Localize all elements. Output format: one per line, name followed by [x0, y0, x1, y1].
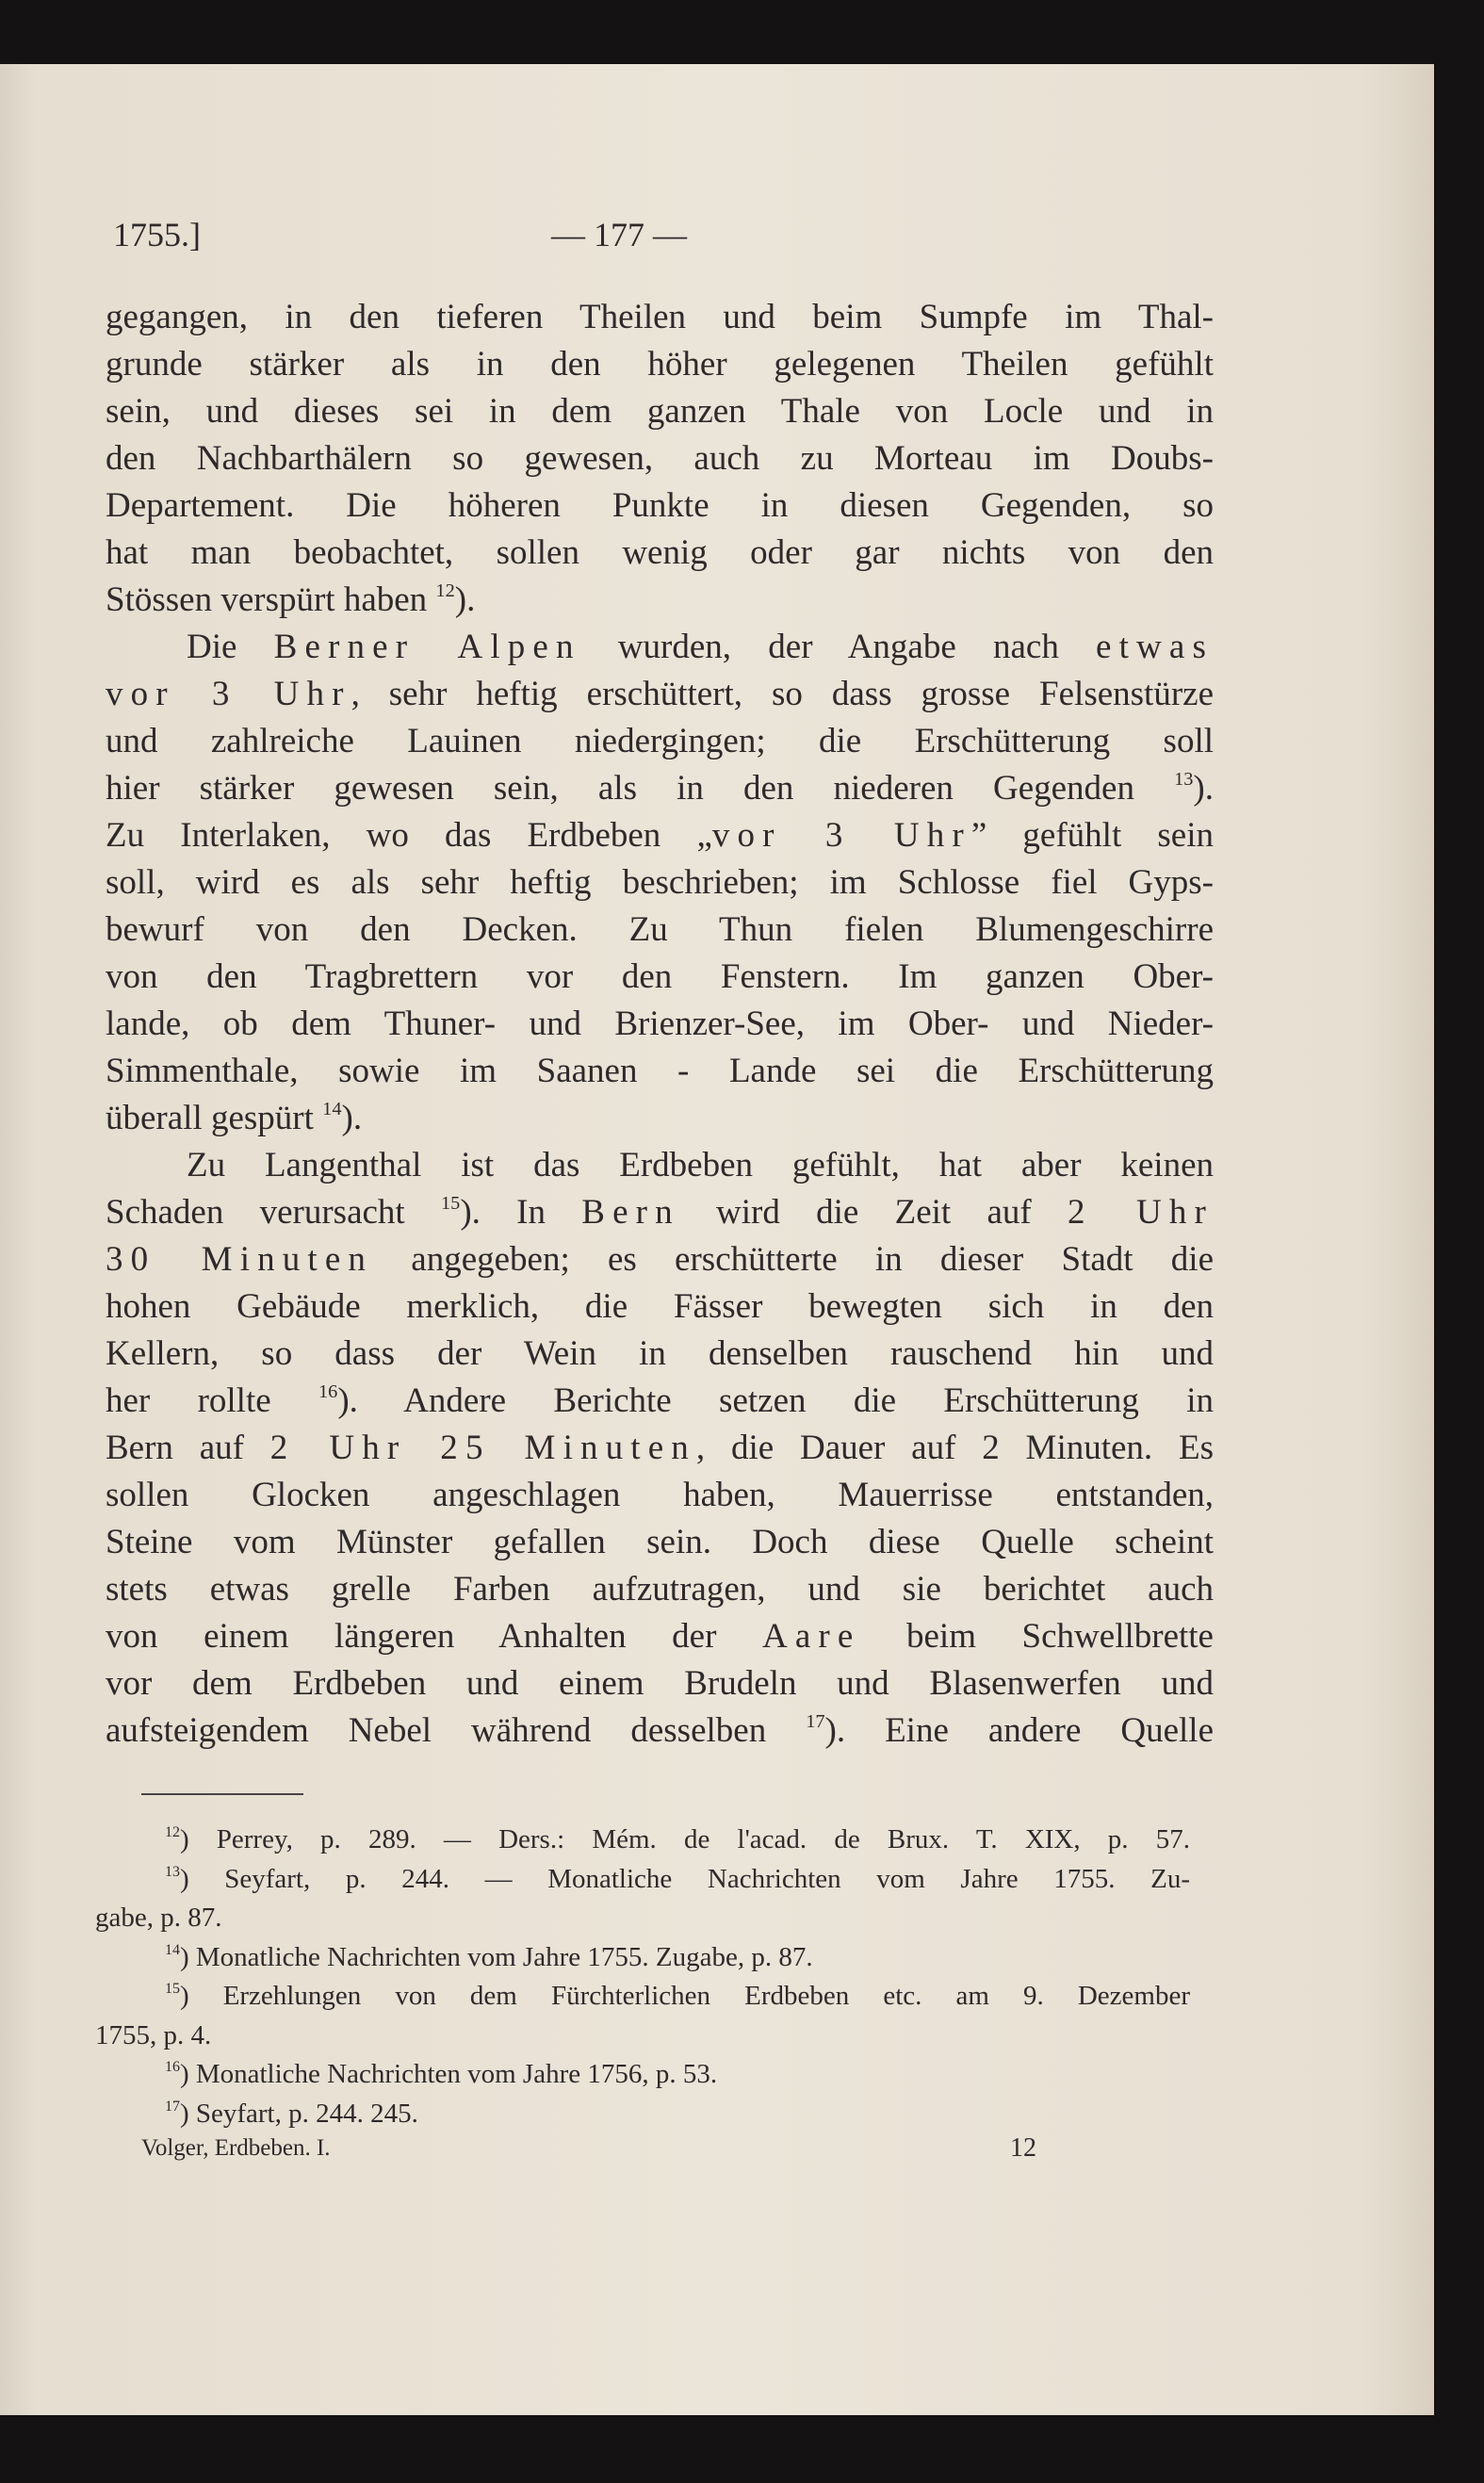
footnote-ref: 12: [435, 580, 455, 601]
spaced-emphasis: vor 3 Uhr: [106, 675, 351, 713]
text-run: , sehr heftig erschüttert, so dass grosse Felsenstürze: [351, 675, 1215, 713]
text-run: aufsteigendem Nebel während desselben: [106, 1711, 807, 1750]
text-run: gegangen, in den tieferen Theilen und beim Sumpfe im Thal-: [106, 298, 1214, 336]
footnote-ref: 15: [165, 1981, 180, 1998]
text-run: her rollte: [106, 1381, 318, 1420]
spaced-emphasis: 2 Uhr: [1067, 1193, 1214, 1232]
text-run: Zu Langenthal ist das Erdbeben gefühlt, hat aber keinen: [187, 1146, 1214, 1184]
spaced-emphasis: etwas: [1096, 628, 1214, 666]
text-line: [106, 1283, 1214, 1331]
text-run: von den Tragbrettern vor den Fenstern. Im ganzen Ober-: [106, 957, 1214, 996]
text-run: Zu Interlaken, wo das Erdbeben „: [106, 816, 712, 855]
running-head-year: 1755.]: [113, 216, 201, 253]
footnote-ref: 17: [165, 2098, 180, 2115]
text-run: Departement. Die höheren Punkte in diesen Gegenden, so: [106, 486, 1214, 525]
text-run: ) Monatliche Nachrichten vom Jahre 1755. Zugabe, p. 87.: [179, 1941, 813, 1972]
text-run: überall gespürt: [106, 1099, 323, 1137]
footnote-ref: 15: [440, 1192, 461, 1214]
text-run: grunde stärker als in den höher gelegenen Theilen gefühlt: [106, 345, 1214, 384]
text-run: wurden, der Angabe nach: [580, 628, 1097, 666]
text-run: Bern auf: [106, 1429, 270, 1467]
text-line: [106, 765, 1214, 812]
text-line: [106, 1425, 1214, 1472]
footnote-ref: 17: [806, 1710, 825, 1732]
text-line: [106, 1378, 1214, 1425]
text-line: [106, 1048, 1214, 1095]
text-line: [106, 1142, 1214, 1189]
text-run: angegeben; es erschütterte in dieser Stadt die: [373, 1240, 1215, 1279]
text-line: [106, 1095, 1214, 1142]
footnote-line: [95, 1821, 1190, 1860]
footnote-line: [95, 1860, 1190, 1900]
text-run: Kellern, so dass der Wein in denselben rauschend hin und: [106, 1334, 1214, 1373]
text-line: [106, 718, 1214, 765]
text-run: ). Eine andere Quelle: [824, 1711, 1215, 1750]
text-run: Steine vom Münster gefallen sein. Doch diese Quelle scheint: [106, 1523, 1214, 1561]
text-run: wird die Zeit auf: [679, 1193, 1068, 1232]
text-run: beim Schwellbrette: [860, 1617, 1214, 1656]
text-run: sollen Glocken angeschlagen haben, Mauerrisse entstanden,: [106, 1476, 1214, 1514]
text-run: Stössen verspürt haben: [106, 580, 436, 619]
text-run: hohen Gebäude merklich, die Fässer bewegten sich in den: [106, 1287, 1214, 1326]
text-line: [106, 1472, 1214, 1519]
text-line: [106, 294, 1214, 341]
text-run: ) Seyfart, p. 244. — Monatliche Nachrichten vom Jahre 1755. Zu-: [179, 1863, 1190, 1894]
footnotes: [95, 1821, 1190, 2133]
spaced-emphasis: vor 3 Uhr: [711, 816, 971, 855]
text-run: 1755, p. 4.: [95, 2019, 212, 2050]
text-line: [106, 1613, 1214, 1660]
footnote-ref: 16: [165, 2059, 180, 2076]
text-line: [106, 859, 1214, 907]
footnote-line: [95, 1899, 1190, 1938]
text-run: sein, und dieses sei in dem ganzen Thale von Locle und in: [106, 392, 1214, 431]
text-run: von einem längeren Anhalten der: [106, 1617, 762, 1656]
text-run: Simmenthale, sowie im Saanen - Lande sei die Erschütterung: [106, 1052, 1214, 1090]
text-line: [106, 1236, 1214, 1283]
text-line: [106, 482, 1214, 530]
signature-line: Volger, Erdbeben. I.: [141, 2135, 331, 2161]
text-line: [106, 1001, 1214, 1048]
text-run: hat man beobachtet, sollen wenig oder gar nichts von den: [106, 533, 1214, 572]
text-line: [106, 1566, 1214, 1613]
text-run: ).: [1193, 769, 1214, 808]
text-line: [106, 812, 1214, 859]
text-run: Die: [187, 628, 274, 666]
text-run: ” gefühlt sein: [970, 816, 1215, 855]
text-run: stets etwas grelle Farben aufzutragen, und sie berichtet auch: [106, 1570, 1214, 1609]
footnote-ref: 14: [322, 1098, 342, 1119]
text-run: ) Erzehlungen von dem Fürchterlichen Erdbeben etc. am 9. Dezember: [179, 1981, 1190, 2011]
footnote-ref: 13: [165, 1863, 180, 1880]
text-line: [106, 530, 1214, 577]
body-text: [106, 294, 1214, 1755]
text-line: [106, 388, 1214, 435]
footnote-ref: 12: [165, 1824, 180, 1841]
text-run: und zahlreiche Lauinen niedergingen; die Erschütterung soll: [106, 722, 1214, 760]
text-run: bewurf von den Decken. Zu Thun fielen Blumengeschirre: [106, 910, 1214, 949]
footnote-rule: [141, 1793, 303, 1795]
text-run: vor dem Erdbeben und einem Brudeln und Blasenwerfen und: [106, 1664, 1214, 1703]
text-line: [106, 1660, 1214, 1707]
text-run: ). In: [460, 1193, 582, 1232]
text-line: [106, 671, 1214, 718]
page-number: — 177 —: [551, 216, 687, 253]
text-line: [106, 341, 1214, 388]
footnote-line: [95, 2055, 1190, 2095]
text-run: ).: [454, 580, 476, 619]
text-line: [106, 624, 1214, 671]
text-run: ) Seyfart, p. 244. 245.: [179, 2098, 418, 2129]
text-run: , die Dauer auf 2 Minuten. Es: [695, 1429, 1214, 1467]
text-run: ) Perrey, p. 289. — Ders.: Mém. de l'acad. de Brux. T. XIX, p. 57.: [179, 1824, 1190, 1854]
spaced-emphasis: Bern: [581, 1193, 680, 1232]
text-line: [106, 1519, 1214, 1566]
text-run: lande, ob dem Thuner- und Brienzer-See, im Ober- und Nieder-: [106, 1005, 1214, 1043]
footnote-line: [95, 2095, 1190, 2134]
footnote-line: [95, 1977, 1190, 2017]
text-line: [106, 1189, 1214, 1236]
text-line: [106, 435, 1214, 482]
text-run: gabe, p. 87.: [95, 1903, 222, 1933]
sheet-number: 12: [1010, 2133, 1036, 2163]
text-run: ).: [341, 1099, 363, 1137]
text-line: [106, 954, 1214, 1001]
text-run: ) Monatliche Nachrichten vom Jahre 1756, p. 53.: [179, 2059, 718, 2089]
text-run: Schaden verursacht: [106, 1193, 441, 1232]
text-run: soll, wird es als sehr heftig beschrieben; im Schlosse fiel Gyps-: [106, 863, 1214, 902]
text-run: den Nachbarthälern so gewesen, auch zu Morteau im Doubs-: [106, 439, 1214, 478]
text-line: [106, 1707, 1214, 1755]
spaced-emphasis: Berner Alpen: [273, 628, 581, 666]
text-run: ). Andere Berichte setzen die Erschütterung in: [337, 1381, 1215, 1420]
text-line: [106, 1331, 1214, 1378]
spaced-emphasis: 30 Minuten: [106, 1240, 374, 1279]
footnote-ref: 16: [318, 1380, 338, 1402]
footnote-ref: 13: [1174, 768, 1194, 790]
footnote-ref: 14: [165, 1941, 180, 1958]
text-run: hier stärker gewesen sein, als in den niederen Gegenden: [106, 769, 1175, 808]
spaced-emphasis: 2 Uhr 25 Minuten: [269, 1429, 696, 1467]
text-line: [106, 907, 1214, 954]
spaced-emphasis: Aare: [761, 1617, 861, 1656]
text-line: [106, 577, 1214, 624]
footnote-line: [95, 1938, 1190, 1978]
footnote-line: [95, 2017, 1190, 2056]
